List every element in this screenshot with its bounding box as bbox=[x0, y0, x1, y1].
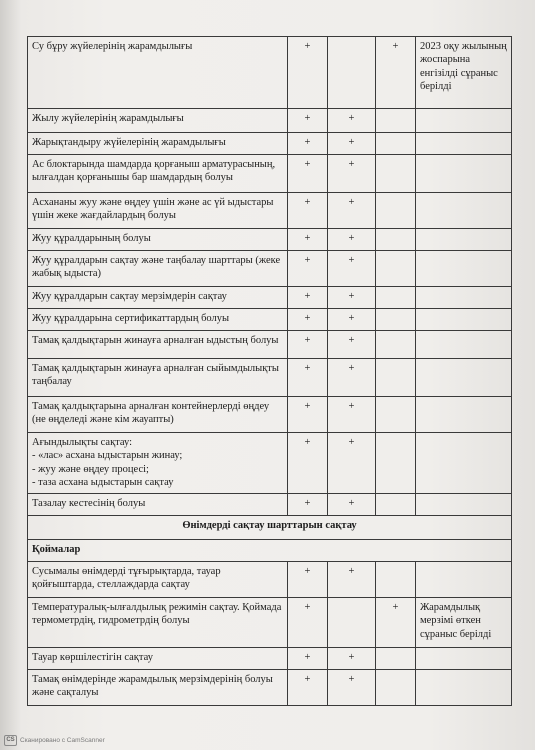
mark-cell: + bbox=[328, 133, 376, 155]
note-cell: 2023 оқу жылының жоспарына енгізілді сұраныс берілді bbox=[416, 37, 512, 109]
requirement-cell: Температуралық-ылғалдылық режимін сақтау. Қоймада термометрдің, гидрометрдің болуы bbox=[28, 597, 288, 647]
mark-cell: + bbox=[328, 155, 376, 193]
requirement-cell bbox=[28, 433, 288, 494]
mark-cell: + bbox=[328, 359, 376, 397]
requirement-cell: Асхананы жуу және өңдеу үшін және ас үй ыдыстары үшін жеке жағдайлардың болуы bbox=[28, 193, 288, 229]
mark-cell bbox=[376, 109, 416, 133]
mark-cell bbox=[376, 155, 416, 193]
note-cell bbox=[416, 133, 512, 155]
note-cell bbox=[416, 251, 512, 287]
mark-cell bbox=[376, 193, 416, 229]
mark-cell bbox=[376, 493, 416, 515]
mark-cell: + bbox=[288, 647, 328, 669]
mark-cell bbox=[376, 287, 416, 309]
requirement-cell: Тауар көршілестігін сақтау bbox=[28, 647, 288, 669]
mark-cell bbox=[328, 37, 376, 109]
mark-cell: + bbox=[328, 287, 376, 309]
mark-cell: + bbox=[288, 229, 328, 251]
section-heading: Өнімдерді сақтау шарттарын сақтау bbox=[28, 515, 512, 539]
table-row bbox=[28, 287, 512, 309]
requirement-cell: Тамақ қалдықтарын жинауға арналған ыдыстың болуы bbox=[28, 331, 288, 359]
requirement-line: - жуу және өңдеу процесі; bbox=[32, 463, 149, 475]
mark-cell: + bbox=[328, 647, 376, 669]
mark-cell: + bbox=[328, 669, 376, 705]
mark-cell: + bbox=[288, 597, 328, 647]
mark-cell bbox=[328, 597, 376, 647]
mark-cell: + bbox=[288, 669, 328, 705]
mark-cell: + bbox=[328, 493, 376, 515]
table-row bbox=[28, 433, 512, 494]
table-row bbox=[28, 647, 512, 669]
scanner-watermark bbox=[4, 735, 105, 746]
requirement-cell: Ас блоктарында шамдарда қорғаныш арматурасының, ылғалдан қорғанышы бар шамдардың болуы bbox=[28, 155, 288, 193]
mark-cell: + bbox=[328, 229, 376, 251]
mark-cell: + bbox=[328, 251, 376, 287]
mark-cell: + bbox=[328, 433, 376, 494]
note-cell bbox=[416, 309, 512, 331]
mark-cell: + bbox=[288, 193, 328, 229]
note-cell bbox=[416, 331, 512, 359]
camscanner-logo-icon: CS bbox=[4, 735, 17, 746]
section-row bbox=[28, 515, 512, 539]
table-row bbox=[28, 229, 512, 251]
mark-cell bbox=[376, 433, 416, 494]
note-cell bbox=[416, 287, 512, 309]
requirement-cell: Жылу жүйелерінің жарамдылығы bbox=[28, 109, 288, 133]
requirement-cell: Жарықтандыру жүйелерінің жарамдылығы bbox=[28, 133, 288, 155]
table-row bbox=[28, 359, 512, 397]
table-row bbox=[28, 309, 512, 331]
mark-cell: + bbox=[288, 397, 328, 433]
requirement-cell: Сусымалы өнімдерді тұғырықтарда, тауар қойғыштарда, стеллаждарда сақтау bbox=[28, 561, 288, 597]
mark-cell: + bbox=[288, 309, 328, 331]
mark-cell bbox=[376, 669, 416, 705]
note-cell bbox=[416, 109, 512, 133]
mark-cell bbox=[376, 309, 416, 331]
mark-cell: + bbox=[288, 109, 328, 133]
mark-cell: + bbox=[288, 493, 328, 515]
note-cell: Жарамдылық мерзімі өткен сұраныс берілді bbox=[416, 597, 512, 647]
requirement-cell: Жуу құралдарын сақтау мерзімдерін сақтау bbox=[28, 287, 288, 309]
note-cell bbox=[416, 397, 512, 433]
mark-cell: + bbox=[288, 37, 328, 109]
requirement-cell: Тамақ өнімдерінде жарамдылық мерзімдерінің болуы және сақталуы bbox=[28, 669, 288, 705]
mark-cell: + bbox=[288, 133, 328, 155]
mark-cell: + bbox=[328, 193, 376, 229]
requirement-cell: Тазалау кестесінің болуы bbox=[28, 493, 288, 515]
mark-cell: + bbox=[328, 331, 376, 359]
table-row bbox=[28, 331, 512, 359]
mark-cell: + bbox=[328, 309, 376, 331]
table-row bbox=[28, 109, 512, 133]
mark-cell bbox=[376, 251, 416, 287]
table-row bbox=[28, 597, 512, 647]
mark-cell bbox=[376, 397, 416, 433]
requirement-cell: Жуу құралдарын сақтау және таңбалау шарттары (жеке жабық ыдыста) bbox=[28, 251, 288, 287]
requirement-line: - «лас» асхана ыдыстарын жинау; bbox=[32, 450, 183, 462]
table-row bbox=[28, 37, 512, 109]
mark-cell bbox=[376, 359, 416, 397]
mark-cell: + bbox=[376, 597, 416, 647]
note-cell bbox=[416, 669, 512, 705]
requirement-cell: Жуу құралдарының болуы bbox=[28, 229, 288, 251]
requirement-cell: Тамақ қалдықтарына арналған контейнерлерді өңдеу (не өңделеді және кім жауапты) bbox=[28, 397, 288, 433]
table-row bbox=[28, 561, 512, 597]
scanner-text: Сканировано с CamScanner bbox=[20, 737, 105, 744]
requirement-cell: Тамақ қалдықтарын жинауға арналған сыйымдылықты таңбалау bbox=[28, 359, 288, 397]
mark-cell: + bbox=[328, 561, 376, 597]
mark-cell: + bbox=[376, 37, 416, 109]
subsection-heading: Қоймалар bbox=[28, 539, 512, 561]
mark-cell: + bbox=[288, 433, 328, 494]
note-cell bbox=[416, 647, 512, 669]
table-row bbox=[28, 669, 512, 705]
mark-cell bbox=[376, 229, 416, 251]
mark-cell: + bbox=[288, 155, 328, 193]
note-cell bbox=[416, 493, 512, 515]
table-row bbox=[28, 193, 512, 229]
note-cell bbox=[416, 433, 512, 494]
note-cell bbox=[416, 193, 512, 229]
mark-cell: + bbox=[288, 287, 328, 309]
mark-cell bbox=[376, 331, 416, 359]
mark-cell bbox=[376, 647, 416, 669]
inspection-table bbox=[27, 36, 512, 706]
note-cell bbox=[416, 155, 512, 193]
table-row bbox=[28, 493, 512, 515]
requirement-cell: Су бұру жүйелерінің жарамдылығы bbox=[28, 37, 288, 109]
mark-cell: + bbox=[288, 359, 328, 397]
note-cell bbox=[416, 229, 512, 251]
table-row bbox=[28, 251, 512, 287]
mark-cell: + bbox=[328, 397, 376, 433]
table-row bbox=[28, 155, 512, 193]
requirement-line: Ағындылықты сақтау: bbox=[32, 437, 133, 448]
note-cell bbox=[416, 359, 512, 397]
mark-cell bbox=[376, 133, 416, 155]
requirement-cell: Жуу құралдарына сертификаттардың болуы bbox=[28, 309, 288, 331]
note-cell bbox=[416, 561, 512, 597]
table-row bbox=[28, 397, 512, 433]
mark-cell: + bbox=[328, 109, 376, 133]
mark-cell: + bbox=[288, 251, 328, 287]
requirement-line: - таза асхана ыдыстарын сақтау bbox=[32, 477, 174, 489]
mark-cell: + bbox=[288, 561, 328, 597]
table-row bbox=[28, 133, 512, 155]
subsection-row bbox=[28, 539, 512, 561]
mark-cell bbox=[376, 561, 416, 597]
mark-cell: + bbox=[288, 331, 328, 359]
